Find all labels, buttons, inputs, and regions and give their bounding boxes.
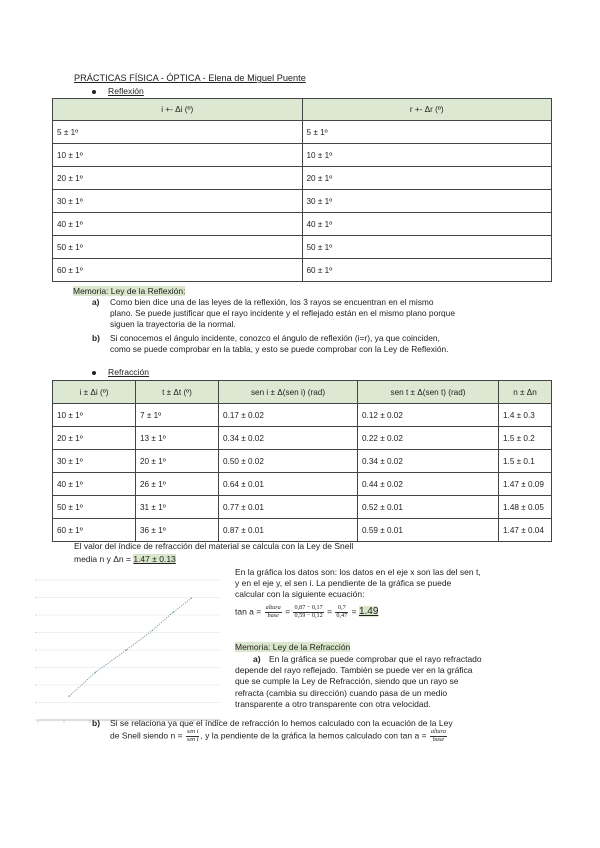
table-row	[53, 496, 552, 519]
table-cell: 60 ± 1º	[302, 259, 552, 282]
page-title: PRÁCTICAS FÍSICA - ÓPTICA - Elena de Miguel Puente	[74, 73, 306, 83]
fraction-result: $\frac{0,7}{0,47}$	[336, 604, 348, 619]
tan-result: 1.49	[358, 606, 379, 618]
column-header: sen i ± Δ(sen i) (rad)	[219, 381, 358, 404]
table-cell: 1.48 ± 0.05	[499, 496, 552, 519]
column-header: sen t ± Δ(sen t) (rad)	[358, 381, 499, 404]
table-cell: 0.52 ± 0.01	[358, 496, 499, 519]
table-cell: 36 ± 1º	[136, 519, 219, 542]
table-row	[53, 213, 552, 236]
data-point	[191, 598, 192, 599]
table-cell: 60 ± 1º	[53, 259, 303, 282]
table-cell: 1.47 ± 0.04	[499, 519, 552, 542]
bullet-icon	[92, 90, 96, 94]
memoria-refraccion-item-b-label: b)	[92, 718, 101, 728]
data-point	[126, 649, 127, 650]
table-row	[53, 450, 552, 473]
column-header: i ± Δi (º)	[53, 381, 136, 404]
table-row	[53, 404, 552, 427]
table-header-row	[53, 99, 552, 121]
bullet-icon	[92, 371, 96, 375]
refraccion-table-body	[53, 404, 552, 542]
memoria-refraccion-title: Memoria: Ley de la Refracción	[235, 642, 351, 652]
table-cell: 1.47 ± 0.09	[499, 473, 552, 496]
table-cell: 0.50 ± 0.02	[219, 450, 358, 473]
fraction-altura-base: $\frac{\text{altura}}{\text{base}}$	[265, 604, 281, 619]
memoria-reflexion-item-a: a) Como bien dice una de las leyes de la reflexión, los 3 rayos se encuentran en el mismo plano. Se puede justificar que el rayo incidente y el reflejado están en el mismo plano porque siguen la trayectoria de la normal.	[92, 297, 455, 329]
table-cell: 13 ± 1º	[136, 427, 219, 450]
data-series-line	[69, 598, 191, 696]
section-heading-reflexion: Reflexión	[92, 86, 144, 96]
memoria-refraccion-item-a-label: a)	[253, 654, 261, 664]
table-cell: 1.5 ± 0.2	[499, 427, 552, 450]
table-cell: 0.64 ± 0.01	[219, 473, 358, 496]
table-cell: 7 ± 1º	[136, 404, 219, 427]
table-cell: 0.77 ± 0.01	[219, 496, 358, 519]
table-cell: 60 ± 1º	[53, 519, 136, 542]
table-cell: 50 ± 1º	[302, 236, 552, 259]
memoria-refraccion-item-a: En la gráfica se puede comprobar que el rayo refractado depende del rayo reflejado. También se puede ver en la gráfica que se cumple la Ley de Refracción, siendo que un rayo se refracta (cambia su dirección) cuando pasa de un medio transparente a otro transparente con otra velocidad.	[235, 654, 482, 709]
table-row	[53, 427, 552, 450]
memoria-refraccion-item-b: Si se relaciona ya que el índice de refracción lo hemos calculado con la ecuación de la Ley de Snell siendo n = $\frac{\text{sen i}}{\text{sen t}}$ , y la pendiente de la gráfica la hemos calculado con tan a = $\frac{\text{altura}}{\text{base}}$	[110, 718, 453, 743]
reflexion-table-body	[53, 121, 552, 282]
fraction-values: $\frac{0,87 - 0,17}{0,59 - 0,12}$	[294, 604, 323, 619]
table-cell: 5 ± 1º	[302, 121, 552, 144]
table-row	[53, 167, 552, 190]
table-cell: 0.59 ± 0.01	[358, 519, 499, 542]
table-cell: 0.34 ± 0.02	[219, 427, 358, 450]
table-cell: 1.4 ± 0.3	[499, 404, 552, 427]
table-row	[53, 473, 552, 496]
fraction-sen: $\frac{\text{sen i}}{\text{sen t}}$	[186, 728, 199, 743]
table-cell: 40 ± 1º	[53, 213, 303, 236]
column-header: i +- Δi (º)	[53, 99, 303, 121]
reflexion-table	[52, 98, 552, 282]
table-cell: 0.34 ± 0.02	[358, 450, 499, 473]
refraccion-table	[52, 380, 552, 542]
table-cell: 20 ± 1º	[53, 167, 303, 190]
table-cell: 50 ± 1º	[53, 236, 303, 259]
section-heading-refraccion: Refracción	[92, 367, 149, 377]
table-cell: 10 ± 1º	[302, 144, 552, 167]
table-cell: 5 ± 1º	[53, 121, 303, 144]
table-row	[53, 236, 552, 259]
table-cell: 20 ± 1º	[302, 167, 552, 190]
memoria-reflexion-item-b: b) Si conocemos el ángulo incidente, conozco el ángulo de reflexión (i=r), ya que coinciden, como se puede comprobar en la tabla, y esto se puede comprobar con la Ley de Reflexión.	[92, 333, 449, 354]
table-cell: 0.44 ± 0.02	[358, 473, 499, 496]
table-cell: 10 ± 1º	[53, 404, 136, 427]
media-text: media n y Δn = 1.47 ± 0.13	[74, 554, 176, 564]
fraction-altura-base: $\frac{\text{altura}}{\text{base}}$	[430, 728, 447, 743]
table-row	[53, 259, 552, 282]
graph-description: En la gráfica los datos son: los datos en el eje x son las del sen t, y en el eje y, el sen i. La pendiente de la gráfica se puede calcular con la siguiente ecuación:	[235, 567, 481, 600]
table-cell: 0.17 ± 0.02	[219, 404, 358, 427]
table-cell: 26 ± 1º	[136, 473, 219, 496]
table-cell: 30 ± 1º	[53, 450, 136, 473]
table-cell: 30 ± 1º	[302, 190, 552, 213]
table-cell: 40 ± 1º	[302, 213, 552, 236]
table-row	[53, 190, 552, 213]
column-header: n ± Δn	[499, 381, 552, 404]
sen-chart	[28, 572, 230, 724]
table-cell: 30 ± 1º	[53, 190, 303, 213]
table-row	[53, 519, 552, 542]
table-cell: 50 ± 1º	[53, 496, 136, 519]
table-cell: 0.87 ± 0.01	[219, 519, 358, 542]
table-cell: 0.12 ± 0.02	[358, 404, 499, 427]
data-point	[173, 612, 174, 613]
table-cell: 20 ± 1º	[53, 427, 136, 450]
table-cell: 40 ± 1º	[53, 473, 136, 496]
table-row	[53, 121, 552, 144]
table-cell: 31 ± 1º	[136, 496, 219, 519]
column-header: t ± Δt (º)	[136, 381, 219, 404]
table-header-row	[53, 381, 552, 404]
media-value: 1.47 ± 0.13	[133, 554, 176, 564]
table-cell: 20 ± 1º	[136, 450, 219, 473]
tan-equation: tan a = $\frac{\text{altura}}{\text{base}}$ = $\frac{0,87 - 0,17}{0,59 - 0,12}$ = $\frac{0,7}{0,47}$ = 1.49	[235, 604, 379, 619]
column-header: r +- Δr (º)	[302, 99, 552, 121]
data-point	[95, 672, 96, 673]
table-row	[53, 144, 552, 167]
data-point	[152, 630, 153, 631]
data-point	[69, 696, 70, 697]
table-cell: 10 ± 1º	[53, 144, 303, 167]
indice-text: El valor del índice de refracción del material se calcula con la Ley de Snell	[74, 541, 354, 551]
table-cell: 0.22 ± 0.02	[358, 427, 499, 450]
table-cell: 1.5 ± 0.1	[499, 450, 552, 473]
memoria-reflexion-title: Memoria: Ley de la Reflexión:	[73, 286, 186, 296]
